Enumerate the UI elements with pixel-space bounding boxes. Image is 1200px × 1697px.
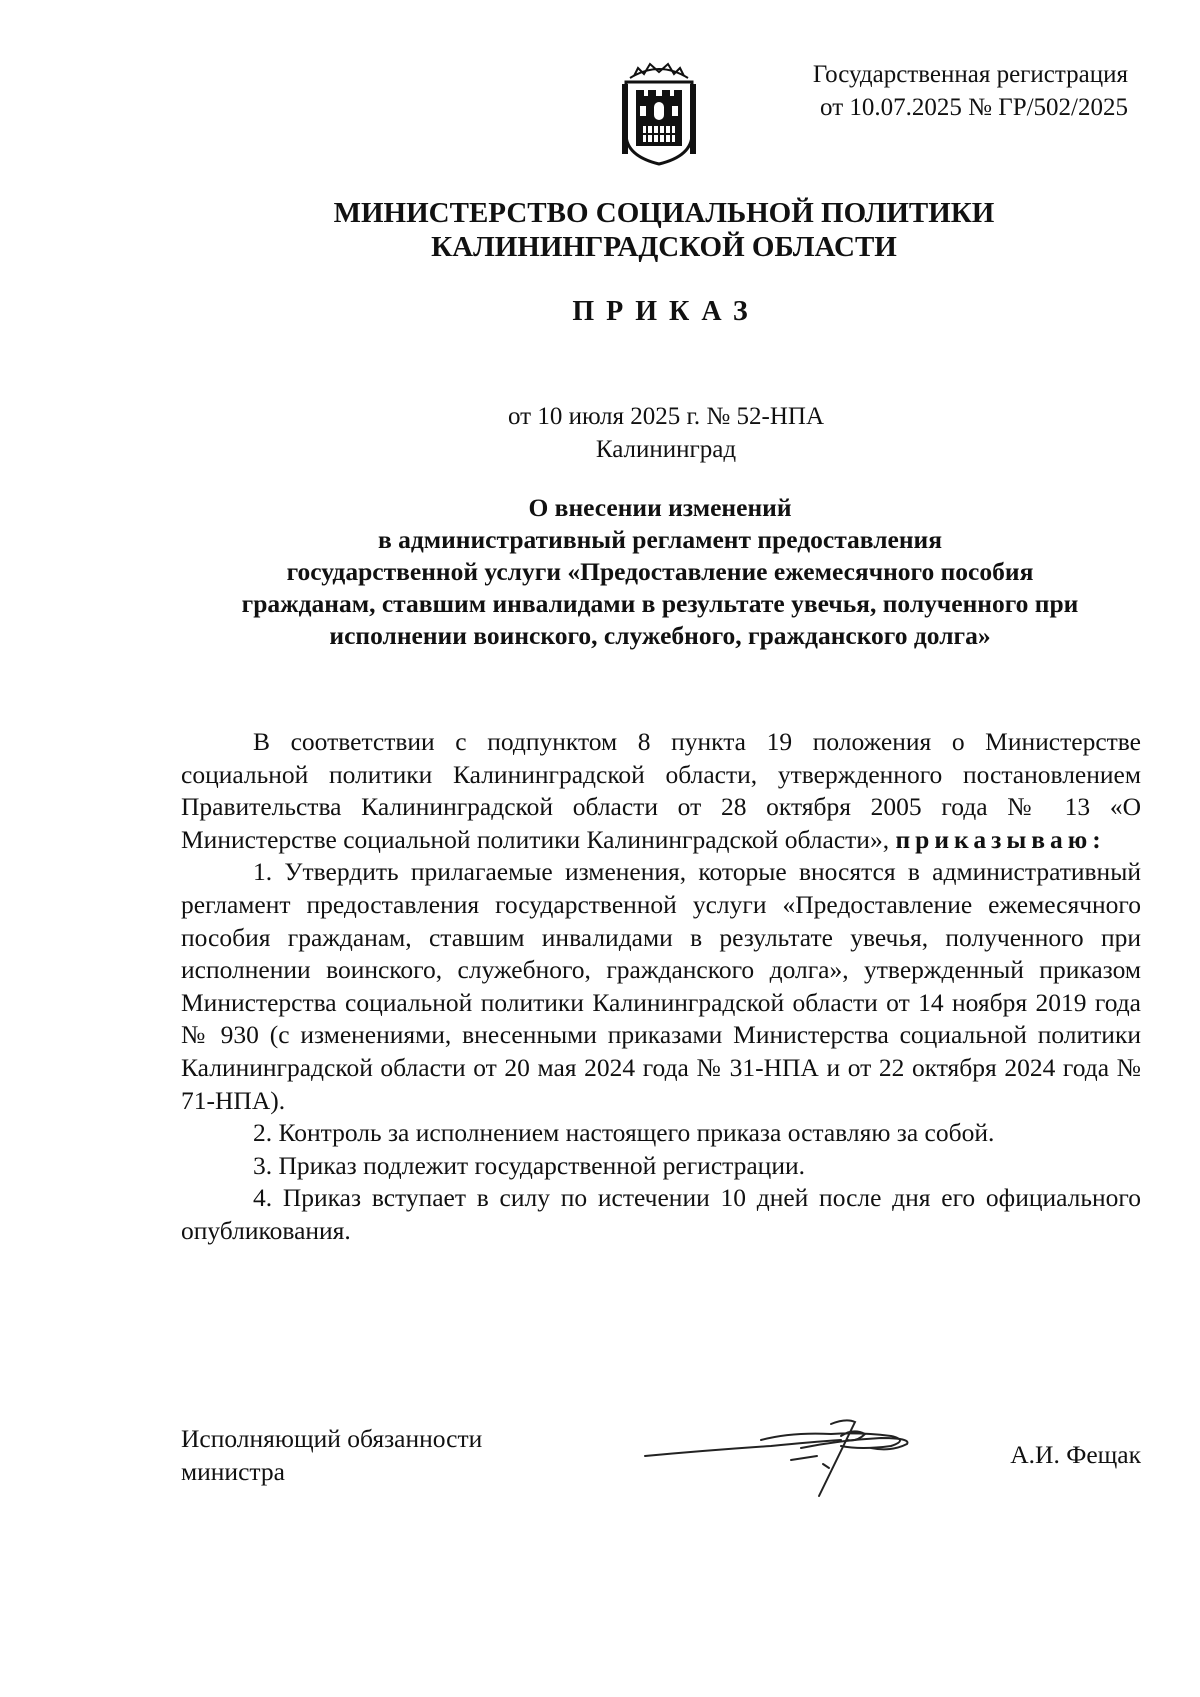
order-item-3: 3. Приказ подлежит государственной регистрации. [253,1150,805,1180]
signature-block [181,1422,1141,1532]
preamble-command: приказываю: [895,824,1106,854]
subject-line: исполнении воинского, служебного, гражданского долга» [329,621,991,650]
signatory-position-line-1: Исполняющий обязанности [181,1424,483,1453]
subject-line: государственной услуги «Предоставление ежемесячного пособия [286,557,1034,586]
order-subject [180,492,1140,652]
signatory-position [181,1422,482,1488]
registration-note [708,58,1128,124]
handwritten-signature-icon [641,1410,941,1500]
order-body [181,726,1141,1248]
order-date-number: от 10 июля 2025 г. № 52-НПА [507,403,825,430]
document-type-title: ПРИКАЗ [572,296,760,327]
subject-line: в административный регламент предоставления [377,525,943,554]
preamble-text: В соответствии с подпунктом 8 пункта 19 положения о Министерстве социальной политики Калининградской области, утвержденного постановлением Правительства Калининградской области от 28 октября 2005 года № 13 «О Министерстве социальной политики Калининградской области», [181,727,1141,854]
order-details [0,400,1200,466]
registration-line-1: Государственная регистрация [812,61,1128,88]
preamble-paragraph [181,726,1141,856]
registration-line-2: от 10.07.2025 № ГР/502/2025 [820,94,1128,121]
ministry-line-2: КАЛИНИНГРАДСКОЙ ОБЛАСТИ [431,231,897,263]
order-city: Калининград [595,436,737,463]
order-item-4: 4. Приказ вступает в силу по истечении 10 дней после дня его официального опубликования. [181,1183,1141,1245]
subject-line: гражданам, ставшим инвалидами в результате увечья, полученного при [241,589,1079,618]
order-item-2: 2. Контроль за исполнением настоящего приказа оставляю за собой. [253,1118,995,1148]
ministry-name [0,196,1200,264]
signatory-name: А.И. Фещак [1010,1440,1141,1469]
subject-line: О внесении изменений [528,493,792,522]
signatory-position-line-2: министра [181,1457,285,1486]
coat-of-arms-icon [618,56,700,168]
order-item-1: 1. Утвердить прилагаемые изменения, которые вносятся в административный регламент предоставления государственной услуги «Предоставление ежемесячного пособия гражданам, ставшим инвалидами в результате увечья, полученного при исполнении воинского, служебного, гражданского долга», утвержденный приказом Министерства социальной политики Калининградской области от 14 ноября 2019 года № 930 (с изменениями, внесенными приказами Министерства социальной политики Калининградской области от 20 мая 2024 года № 31-НПА и от 22 октября 2024 года № 71-НПА). [181,857,1141,1115]
ministry-line-1: МИНИСТЕРСТВО СОЦИАЛЬНОЙ ПОЛИТИКИ [333,197,995,229]
